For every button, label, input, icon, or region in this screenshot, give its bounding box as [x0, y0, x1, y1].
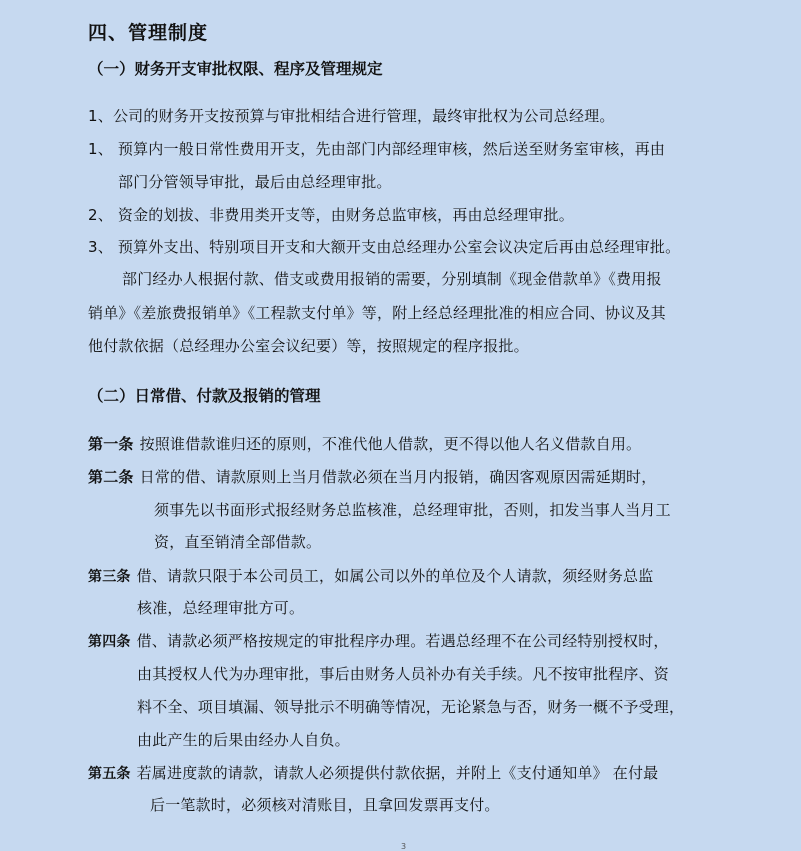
article-text: 由此产生的后果由经办人自负。	[137, 731, 350, 749]
article-label: 第四条	[88, 634, 131, 650]
article-2	[88, 466, 656, 487]
paragraph-line: 2、 资金的划拔、非费用类开支等，由财务总监审核，再由总经理审批。	[88, 206, 574, 224]
article-text: 须事先以书面形式报经财务总监核准，总经理审批，否则，扣发当事人当月工	[154, 501, 671, 519]
article-text: 按照谁借款谁归还的原则，不准代他人借款，更不得以他人名义借款自用。	[139, 435, 642, 453]
article-label: 第二条	[88, 468, 134, 486]
article-text: 资，直至销清全部借款。	[154, 533, 322, 551]
page-number: 3	[401, 842, 407, 851]
article-text: 核准，总经理审批方可。	[137, 599, 305, 617]
paragraph-line: 1、 预算内一般日常性费用开支，先由部门内部经理审核，然后送至财务室审核，再由	[88, 140, 666, 158]
article-5	[88, 762, 658, 783]
paragraph-line: 3、 预算外支出、特别项目开支和大额开支由总经理办公室会议决定后再由总经理审批。	[88, 238, 681, 256]
article-text: 后一笔款时，必须核对清账目，且拿回发票再支付。	[150, 796, 500, 814]
article-label: 第五条	[88, 766, 131, 782]
paragraph-line: 他付款依据（总经理办公室会议纪要）等，按照规定的程序报批。	[88, 337, 529, 355]
article-text: 由其授权人代为办理审批，事后由财务人员补办有关手续。凡不按审批程序、资	[137, 665, 670, 683]
article-text: 借、请款只限于本公司员工，如属公司以外的单位及个人请款，须经财务总监	[136, 567, 654, 585]
article-text: 料不全、项目填漏、领导批示不明确等情况，无论紧急与否，财务一概不予受理，	[137, 698, 685, 716]
article-3	[88, 565, 653, 586]
article-label: 第一条	[88, 435, 134, 453]
paragraph-line: 1、公司的财务开支按预算与审批相结合进行管理，最终审批权为公司总经理。	[88, 107, 615, 125]
paragraph-line: 销单》《差旅费报销单》《工程款支付单》等，附上经总经理批准的相应合同、协议及其	[88, 304, 666, 322]
article-text: 若属进度款的请款，请款人必须提供付款依据，并附上《支付通知单》 在付最	[136, 764, 659, 782]
paragraph-line: 部门经办人根据付款、借支或费用报销的需要，分别填制《现金借款单》《费用报	[122, 270, 662, 288]
paragraph-line: 部门分管领导审批，最后由总经理审批。	[118, 173, 392, 191]
article-4	[88, 630, 669, 651]
article-text: 借、请款必须严格按规定的审批程序办理。若遇总经理不在公司经特别授权时，	[136, 632, 669, 650]
article-text: 日常的借、请款原则上当月借款必须在当月内报销，确因客观原因需延期时，	[139, 468, 657, 486]
article-label: 第三条	[88, 569, 131, 585]
section-heading-1: （一）财务开支审批权限、程序及管理规定	[88, 60, 383, 78]
section-heading-2: （二）日常借、付款及报销的管理	[88, 387, 321, 405]
article-1	[88, 433, 641, 454]
page-title: 四、管理制度	[88, 22, 209, 44]
